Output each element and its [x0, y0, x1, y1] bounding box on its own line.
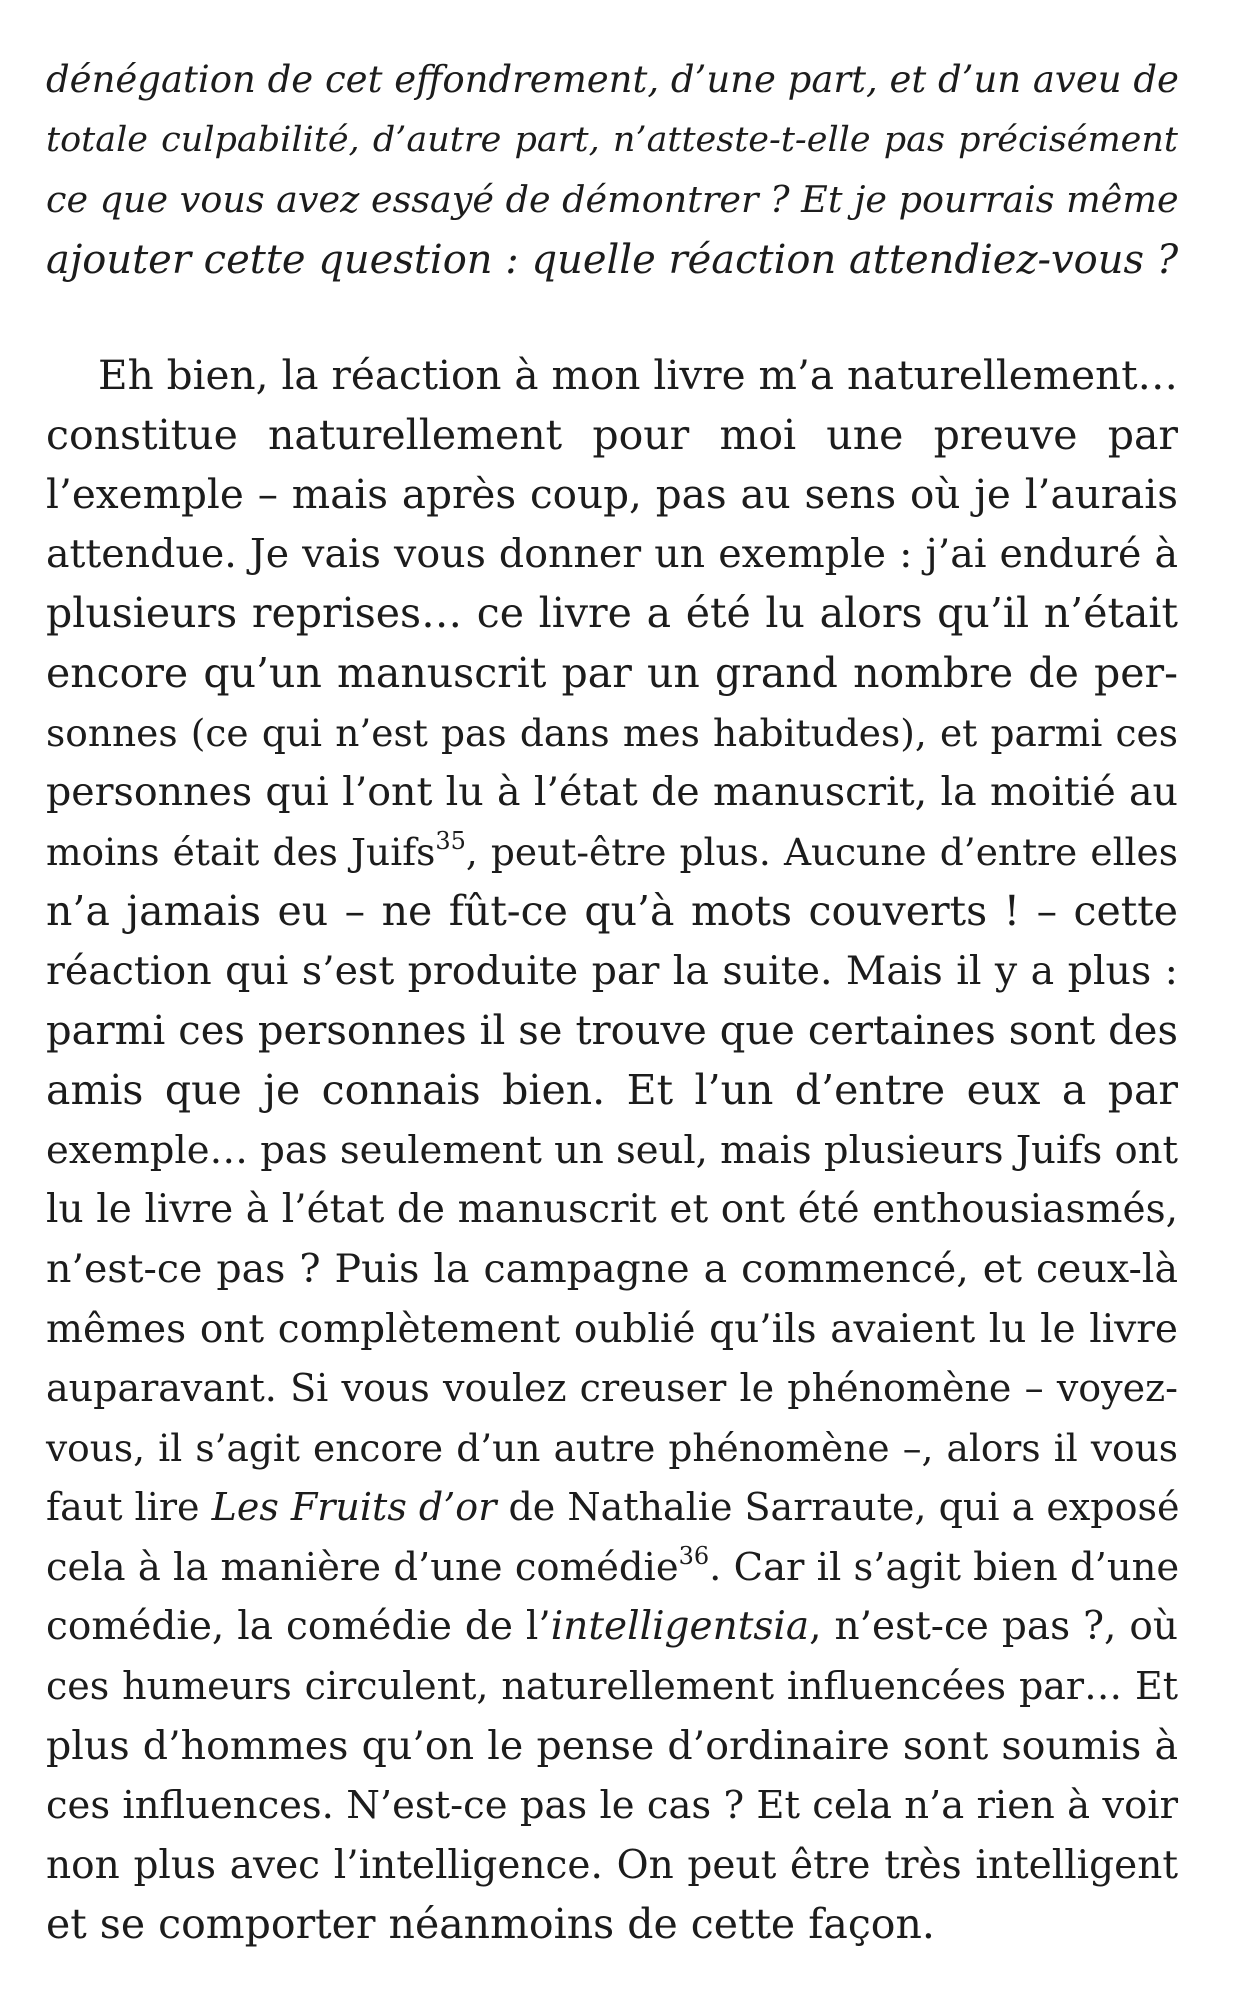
answer-line: plusieurs reprises… ce livre a été lu alors qu’il n’était — [46, 589, 1178, 638]
answer-paragraph — [46, 346, 1178, 1955]
answer-line: encore qu’un manuscrit par un grand nombre de per- — [46, 648, 1178, 697]
answer-line: ces humeurs circulent, naturellement influencées par… Et — [46, 1664, 1178, 1709]
answer-line: vous, il s’agit encore d’un autre phénomène –, alors il vous — [46, 1425, 1178, 1470]
answer-line: n’est-ce pas ? Puis la campagne a commencé, et ceux-là — [46, 1245, 1178, 1292]
answer-text: faut lire — [46, 1485, 212, 1530]
footnote-ref-35: 35 — [435, 827, 466, 856]
answer-text: , n’est-ce pas ?, où — [809, 1604, 1178, 1650]
answer-text: de Nathalie Sarraute, qui a exposé — [496, 1485, 1180, 1530]
answer-line: l’exemple – mais après coup, pas au sens où je l’aurais — [46, 470, 1178, 519]
answer-line — [46, 1538, 1178, 1598]
answer-line: exemple… pas seulement un seul, mais plusieurs Juifs ont — [46, 1127, 1178, 1173]
answer-line: sonnes (ce qui n’est pas dans mes habitudes), et parmi ces — [46, 710, 1178, 755]
italic-term: intelligentsia — [550, 1604, 810, 1650]
answer-line: non plus avec l’intelligence. On peut être très intelligent — [46, 1842, 1178, 1888]
page-content — [46, 50, 1178, 1955]
answer-line: auparavant. Si vous voulez creuser le phénomène – voyez- — [46, 1366, 1178, 1411]
interviewer-question — [46, 50, 1178, 290]
answer-line: et se comporter néanmoins de cette façon. — [46, 1900, 935, 1949]
answer-line: n’a jamais eu – ne fût-ce qu’à mots couverts ! – cette — [46, 887, 1178, 936]
answer-text: comédie, la comédie de l’ — [46, 1604, 551, 1650]
answer-line — [46, 1597, 1178, 1657]
answer-line: lu le livre à l’état de manuscrit et ont été enthousiasmés, — [46, 1187, 1178, 1233]
question-line: ajouter cette question : quelle réaction attendiez-vous ? — [46, 237, 1179, 283]
footnote-ref-36: 36 — [678, 1542, 710, 1571]
question-line: totale culpabilité, d’autre part, n’atteste-t-elle pas précisément — [46, 120, 1178, 160]
answer-line: attendue. Je vais vous donner un exemple : j’ai enduré à — [46, 530, 1178, 577]
answer-line — [46, 1478, 1178, 1538]
answer-line: ces influences. N’est-ce pas le cas ? Et cela n’a rien à voir — [46, 1783, 1178, 1829]
answer-line: réaction qui s’est produite par la suite. Mais il y a plus : — [46, 947, 1178, 994]
answer-text: , peut-être plus. Aucune d’entre elles — [465, 829, 1178, 874]
answer-line: personnes qui l’ont lu à l’état de manuscrit, la moitié au — [46, 769, 1178, 816]
book-title: Les Fruits d’or — [211, 1485, 497, 1530]
question-line: ce que vous avez essayé de démontrer ? Et je pourrais même — [46, 178, 1179, 221]
question-line: dénégation de cet effondrement, d’une part, et d’un aveu de — [46, 58, 1179, 101]
answer-line: constitue naturellement pour moi une preuve par — [46, 410, 1178, 459]
answer-line: plus d’hommes qu’on le pense d’ordinaire sont soumis à — [46, 1722, 1178, 1769]
answer-line: Eh bien, la réaction à mon livre m’a naturellement… — [98, 351, 1178, 399]
answer-text: moins était des Juifs — [46, 829, 436, 874]
answer-text: cela à la manière d’une comédie — [46, 1544, 679, 1590]
answer-line: parmi ces personnes il se trouve que certaines sont des — [46, 1007, 1178, 1054]
answer-line: mêmes ont complètement oublié qu’ils avaient lu le livre — [46, 1306, 1178, 1352]
answer-text: . Car il s’agit bien d’une — [709, 1544, 1180, 1590]
answer-line — [46, 823, 1178, 883]
answer-line: amis que je connais bien. Et l’un d’entre eux a par — [46, 1066, 1178, 1115]
